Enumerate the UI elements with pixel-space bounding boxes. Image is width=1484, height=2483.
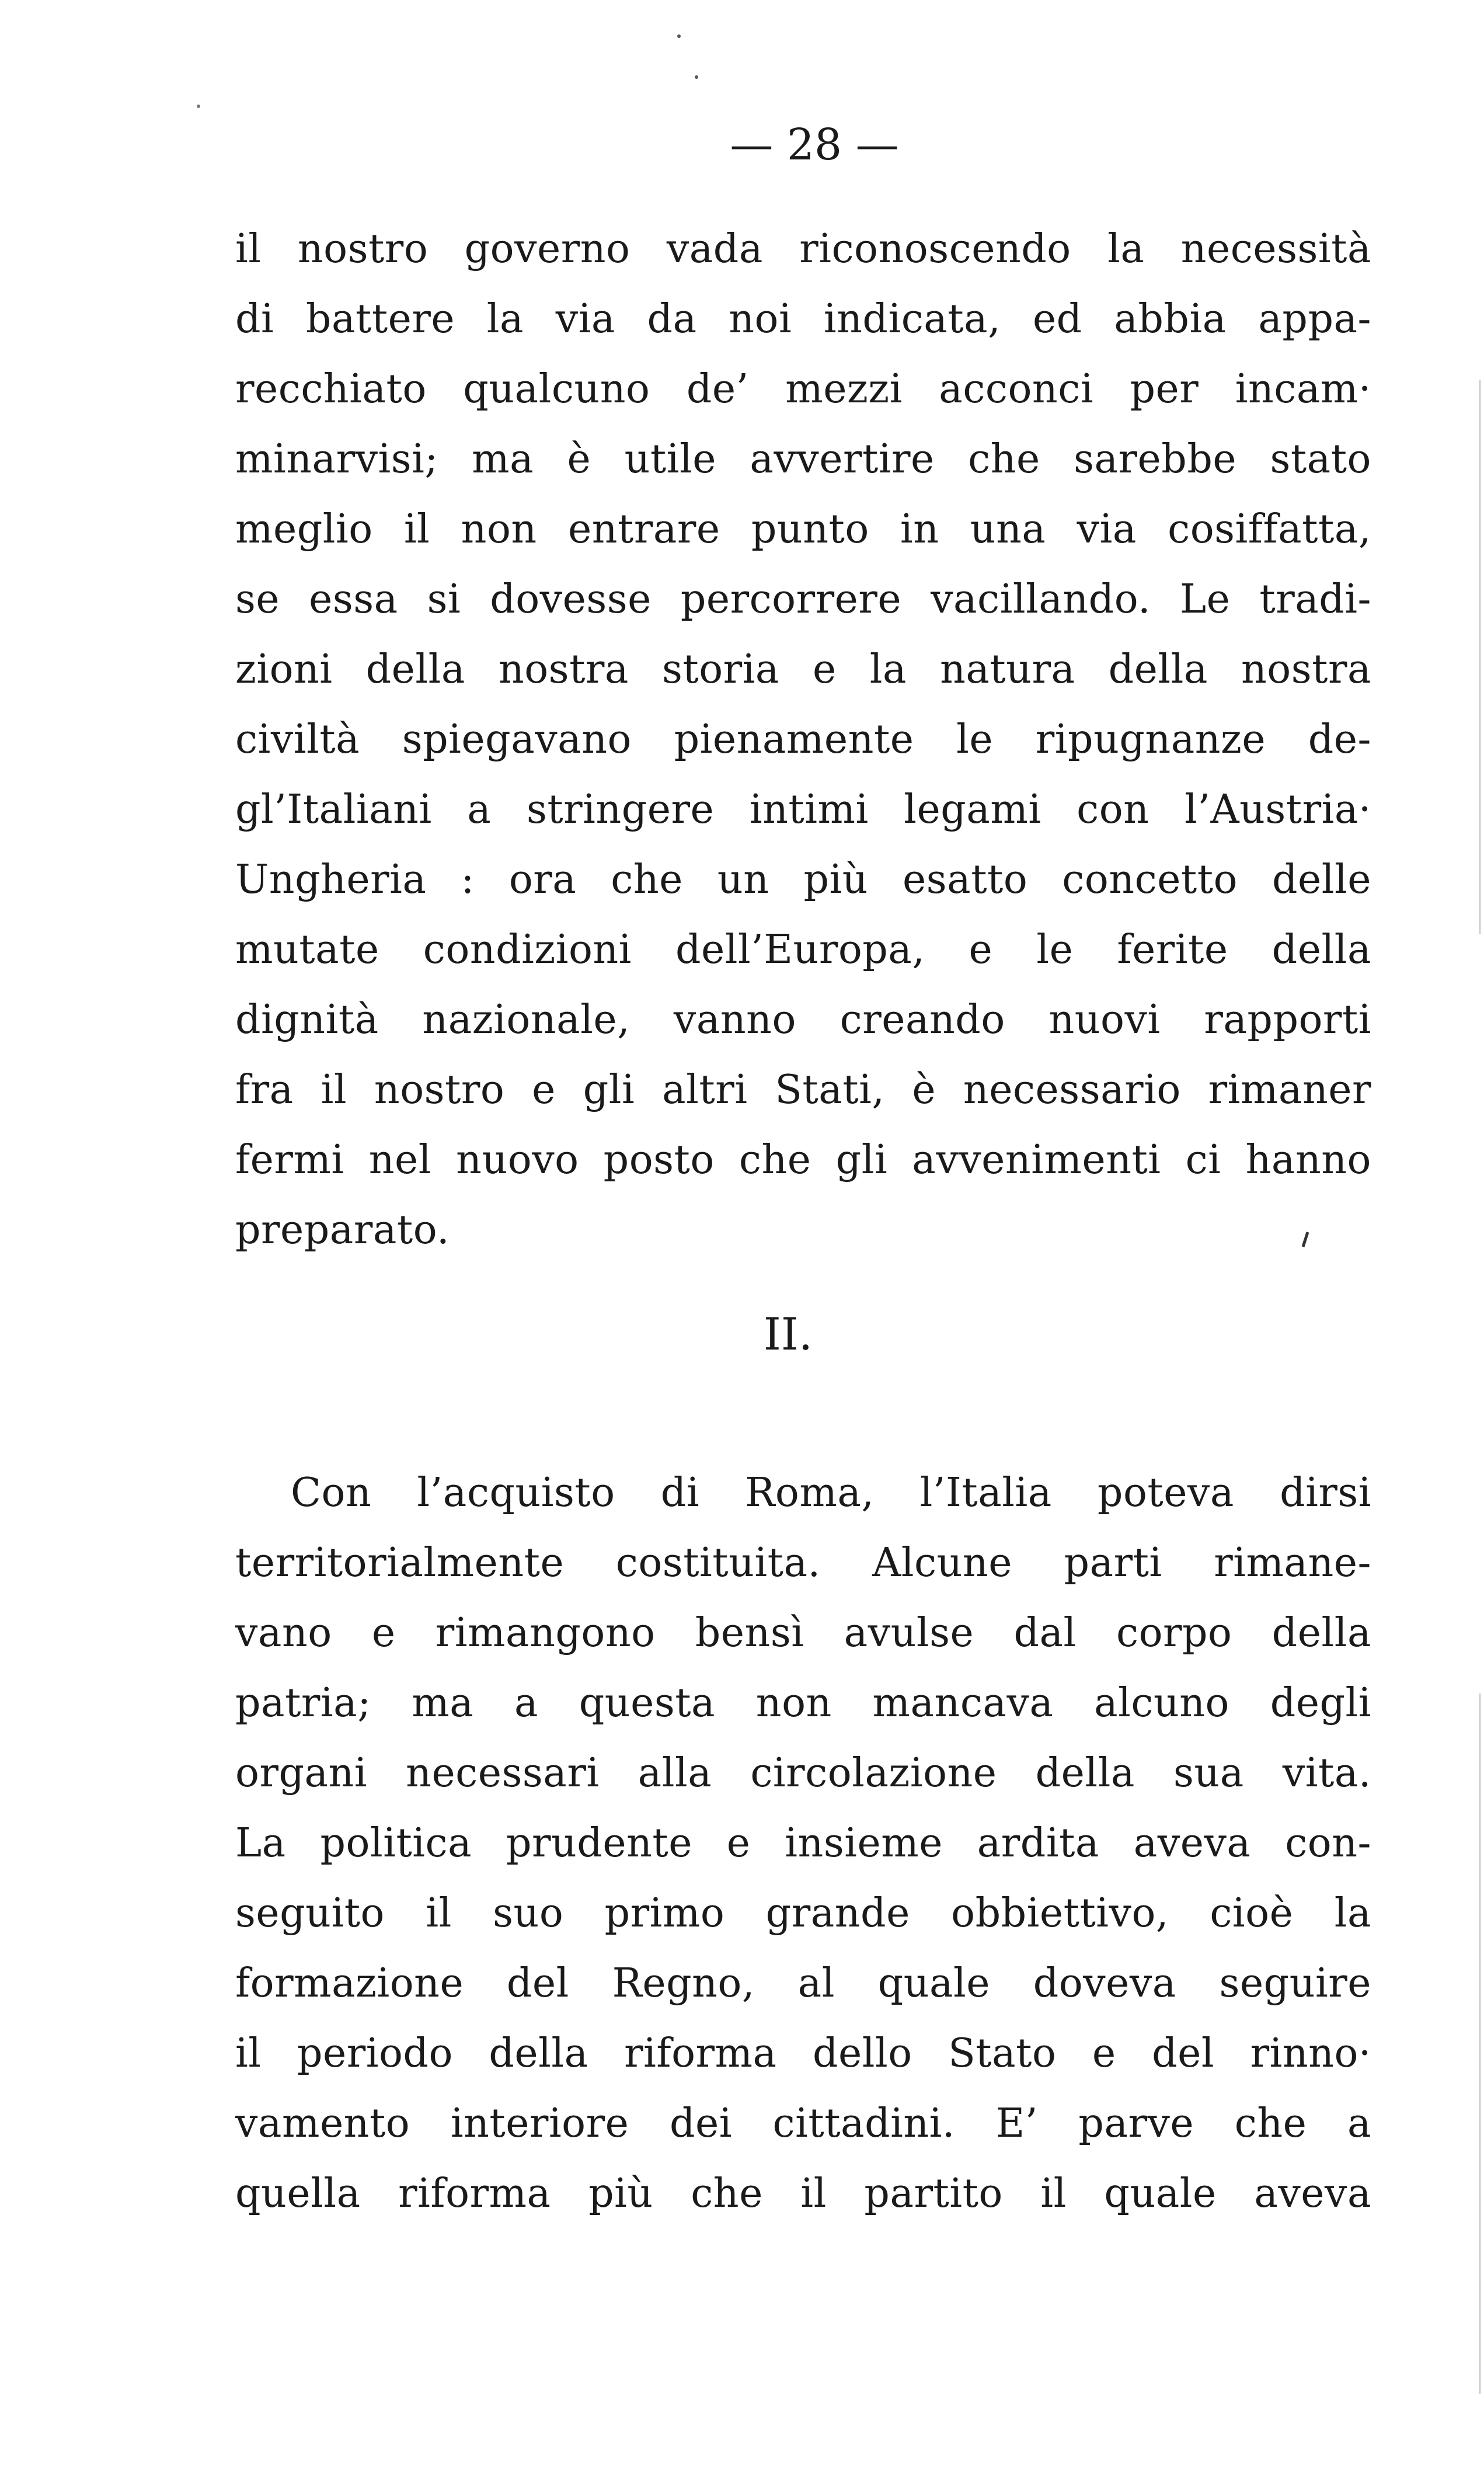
text-line: recchiato qualcuno de’ mezzi acconci per incam·	[235, 366, 1371, 412]
text-line: gl’Italiani a stringere intimi legami con l’Austria·	[235, 787, 1371, 833]
text-line: territorialmente costituita. Alcune parti rimane-	[235, 1540, 1371, 1586]
text-line: preparato.	[235, 1207, 450, 1253]
text-line: il periodo della riforma dello Stato e del rinno·	[235, 2030, 1371, 2077]
page-number: — 28 —	[730, 120, 899, 170]
text-line: civiltà spiegavano pienamente le ripugnanze de-	[235, 717, 1371, 763]
speck-mark	[695, 75, 698, 79]
text-line: fra il nostro e gli altri Stati, è necessario rimaner	[235, 1067, 1371, 1113]
text-line: patria; ma a questa non mancava alcuno degli	[235, 1680, 1371, 1726]
speck-mark	[677, 34, 681, 38]
text-line: se essa si dovesse percorrere vacillando. Le tradi-	[235, 576, 1371, 623]
text-line: seguito il suo primo grande obbiettivo, cioè la	[235, 1890, 1371, 1936]
text-line: minarvisi; ma è utile avvertire che sarebbe stato	[235, 436, 1371, 482]
text-line: organi necessari alla circolazione della sua vita.	[235, 1750, 1371, 1796]
text-line: quella riforma più che il partito il quale aveva	[235, 2171, 1371, 2217]
text-line: mutate condizioni dell’Europa, e le ferite della	[235, 927, 1371, 973]
text-line: La politica prudente e insieme ardita aveva con-	[235, 1820, 1371, 1866]
text-line: formazione del Regno, al quale doveva seguire	[235, 1960, 1371, 2006]
text-line: meglio il non entrare punto in una via cosiffatta,	[235, 506, 1371, 552]
speck-mark	[197, 105, 200, 108]
text-line: di battere la via da noi indicata, ed abbia appa-	[235, 296, 1371, 342]
section-heading: II.	[763, 1308, 813, 1360]
text-line: zioni della nostra storia e la natura della nostra	[235, 646, 1371, 693]
text-line: fermi nel nuovo posto che gli avvenimenti ci hanno	[235, 1137, 1371, 1183]
text-line: Con l’acquisto di Roma, l’Italia poteva dirsi	[291, 1470, 1371, 1516]
text-line: Ungheria : ora che un più esatto concetto delle	[235, 857, 1371, 903]
text-line: vano e rimangono bensì avulse dal corpo della	[235, 1610, 1371, 1656]
text-line: il nostro governo vada riconoscendo la necessità	[235, 226, 1371, 272]
text-line: dignità nazionale, vanno creando nuovi rapporti	[235, 997, 1371, 1043]
text-line: vamento interiore dei cittadini. E’ parve che a	[235, 2101, 1371, 2147]
